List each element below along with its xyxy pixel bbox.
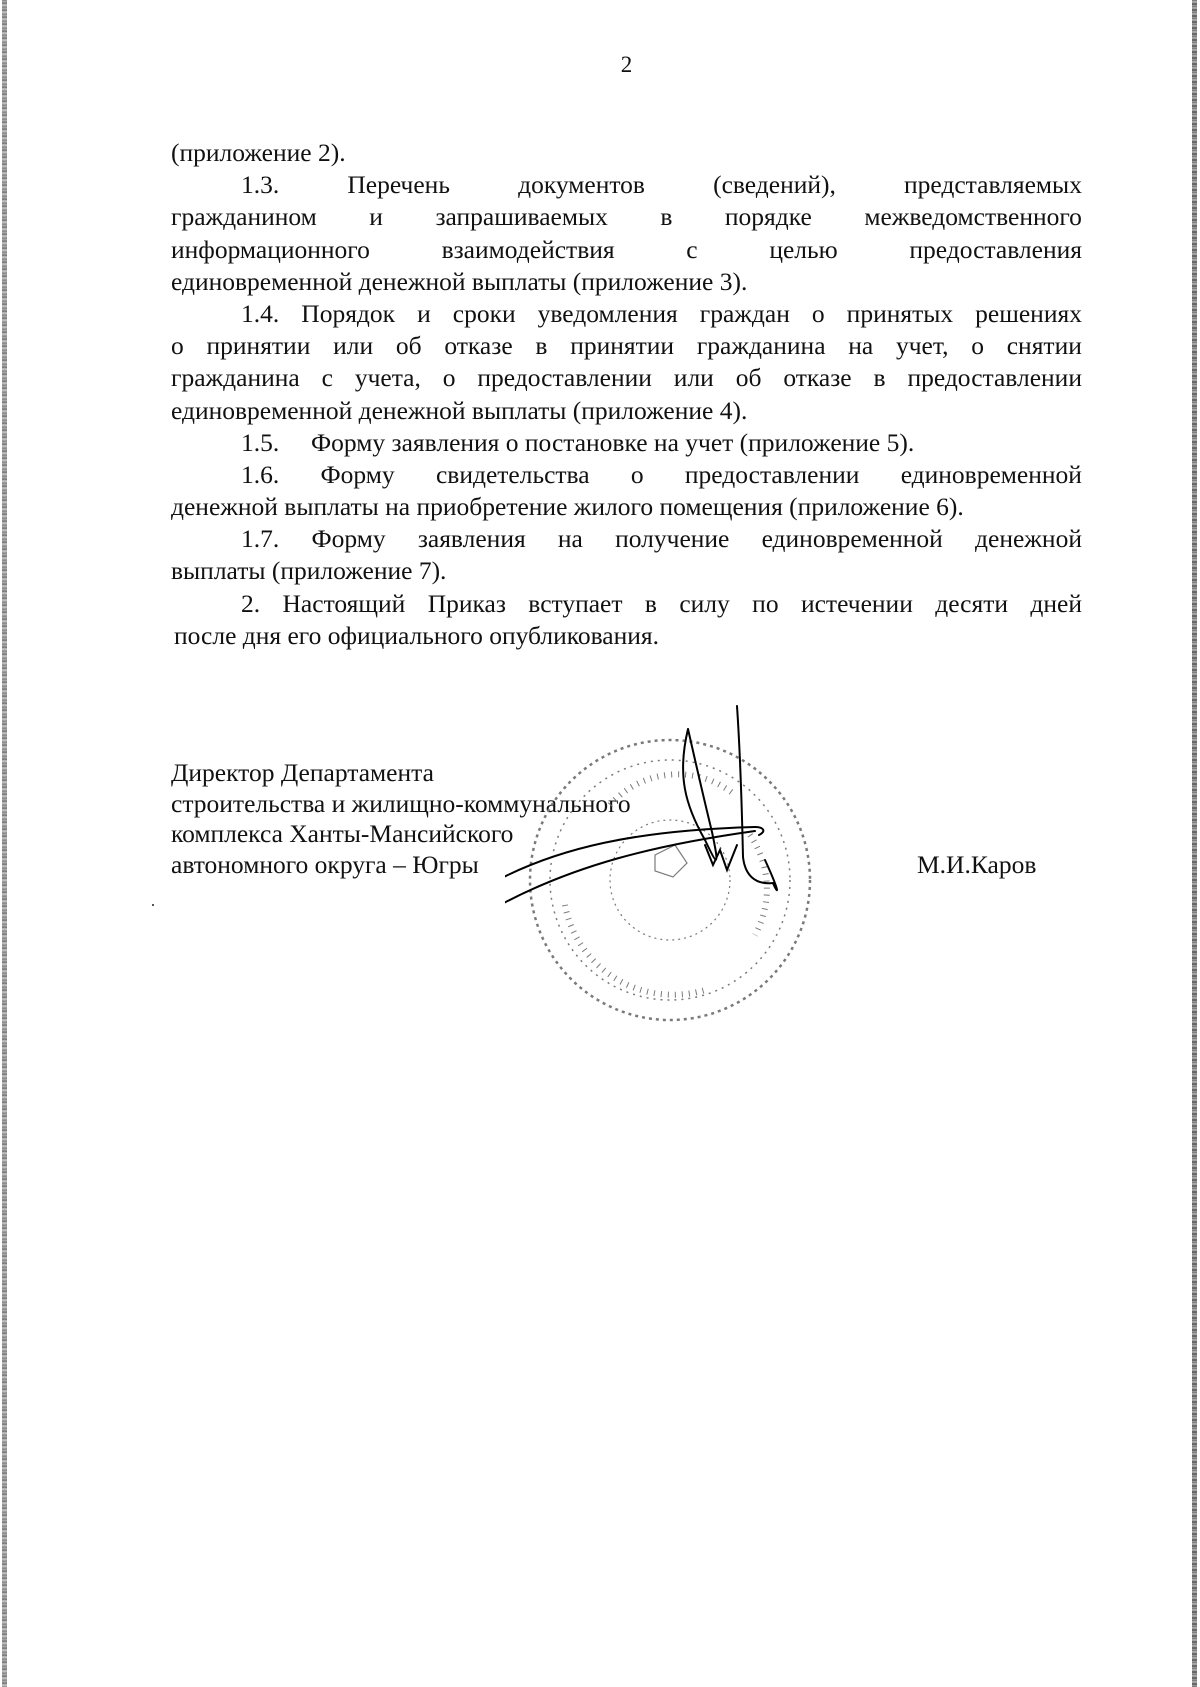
body-line-6 (171, 298, 1082, 330)
word: Приказ (427, 588, 506, 618)
word: принятии (206, 331, 311, 361)
body-line-13 (171, 523, 1082, 555)
page-number: 2 (620, 52, 633, 77)
word: документов (518, 170, 645, 200)
word: силу (679, 588, 730, 618)
word: отказе (444, 331, 513, 361)
word: денежной (975, 524, 1082, 554)
body-line-14: выплаты (приложение 7). (171, 556, 447, 586)
word: снятии (1006, 331, 1082, 361)
word: о (811, 298, 825, 328)
word: отказе (783, 363, 852, 393)
body-line-16: после дня его официального опубликования. (174, 620, 659, 650)
word: межведомственного (864, 202, 1082, 232)
word: по (752, 588, 779, 618)
body-line-4 (171, 234, 1082, 266)
word: или (673, 363, 714, 393)
clause-number-1-6: 1.6. (241, 459, 280, 489)
word: представляемых (904, 170, 1082, 200)
word: принятии (570, 331, 675, 361)
body-line-5: единовременной денежной выплаты (приложение 3). (171, 266, 748, 296)
body-line-3 (171, 201, 1082, 233)
word: на (557, 524, 583, 554)
document-body (171, 137, 1082, 652)
word: с (686, 234, 698, 264)
word: о (971, 331, 984, 361)
word: предоставлении (477, 363, 652, 393)
word: учета, (354, 363, 421, 393)
word: о (442, 363, 456, 393)
word: предоставлении (907, 363, 1082, 393)
body-line-2 (171, 169, 1082, 201)
word: Форму (311, 524, 386, 554)
word: принятых (846, 298, 954, 328)
word: сроки (452, 298, 516, 328)
word: свидетельства (435, 459, 590, 489)
signatory-line-1: Директор Департамента (171, 758, 434, 787)
word: Форму (320, 459, 395, 489)
word: в (644, 588, 657, 618)
signatory-line-4: автономного округа – Югры (171, 849, 479, 879)
word: (сведений), (713, 170, 836, 200)
word: единовременной (900, 459, 1082, 489)
clause-text: Форму заявления о постановке на учет (приложение 5). (311, 427, 915, 457)
word: с (321, 363, 333, 393)
word: гражданина (696, 331, 826, 361)
word: порядке (724, 202, 812, 232)
word: истечении (800, 588, 913, 618)
word: и (417, 298, 431, 328)
word: получение (615, 524, 730, 554)
handwritten-signature-icon (505, 706, 777, 905)
word: о (630, 459, 644, 489)
word: об (735, 363, 762, 393)
body-line-11 (171, 459, 1082, 491)
word: заявления (417, 524, 526, 554)
word: в (873, 363, 886, 393)
body-line-8 (171, 362, 1082, 394)
clause-number-1-4: 1.4. (241, 298, 280, 328)
body-line-10 (171, 427, 1082, 459)
body-line-7 (171, 330, 1082, 362)
scan-speck (152, 904, 154, 906)
word: целью (769, 234, 838, 264)
signatory-line-2: строительства и жилищно-коммунального (171, 788, 631, 818)
word: взаимодействия (441, 234, 615, 264)
word: вступает (528, 588, 623, 618)
signatory-line-3: комплекса Ханты-Мансийского (171, 819, 514, 848)
word: Порядок (301, 298, 396, 328)
official-seal-stamp-icon (530, 740, 810, 1020)
word: об (395, 331, 422, 361)
word: или (333, 331, 374, 361)
scan-edge-right (1192, 0, 1197, 1687)
clause-number-1-5: 1.5. (241, 427, 280, 457)
word: единовременной (761, 524, 943, 554)
word: информационного (171, 234, 370, 264)
word: учет, (895, 331, 949, 361)
word: и (369, 202, 383, 232)
body-line-12: денежной выплаты на приобретение жилого помещения (приложение 6). (171, 492, 964, 522)
clause-number-1-3: 1.3. (241, 170, 280, 200)
scan-edge-left (2, 0, 7, 1687)
body-line-1: (приложение 2). (171, 138, 346, 167)
word: Перечень (347, 170, 450, 200)
stamp-and-signature (505, 705, 865, 1030)
word: решениях (975, 298, 1082, 328)
word: гражданином (171, 202, 317, 232)
word: Настоящий (282, 588, 406, 618)
word: дней (1030, 588, 1082, 618)
signatory-name: М.И.Каров (917, 850, 1037, 879)
word: на (848, 331, 874, 361)
word: запрашиваемых (435, 202, 608, 232)
body-line-9: единовременной денежной выплаты (приложение 4). (171, 395, 748, 425)
word: предоставлении (684, 459, 860, 489)
word: о (171, 331, 184, 361)
word: граждан (699, 298, 790, 328)
word: предоставления (909, 234, 1082, 264)
word: уведомления (537, 298, 678, 328)
clause-number-1-7: 1.7. (241, 524, 280, 554)
clause-number-2: 2. (241, 588, 261, 618)
word: гражданина (171, 363, 300, 393)
word: в (660, 202, 673, 232)
word: десяти (935, 588, 1008, 618)
word: в (535, 331, 548, 361)
body-line-15 (171, 588, 1082, 620)
